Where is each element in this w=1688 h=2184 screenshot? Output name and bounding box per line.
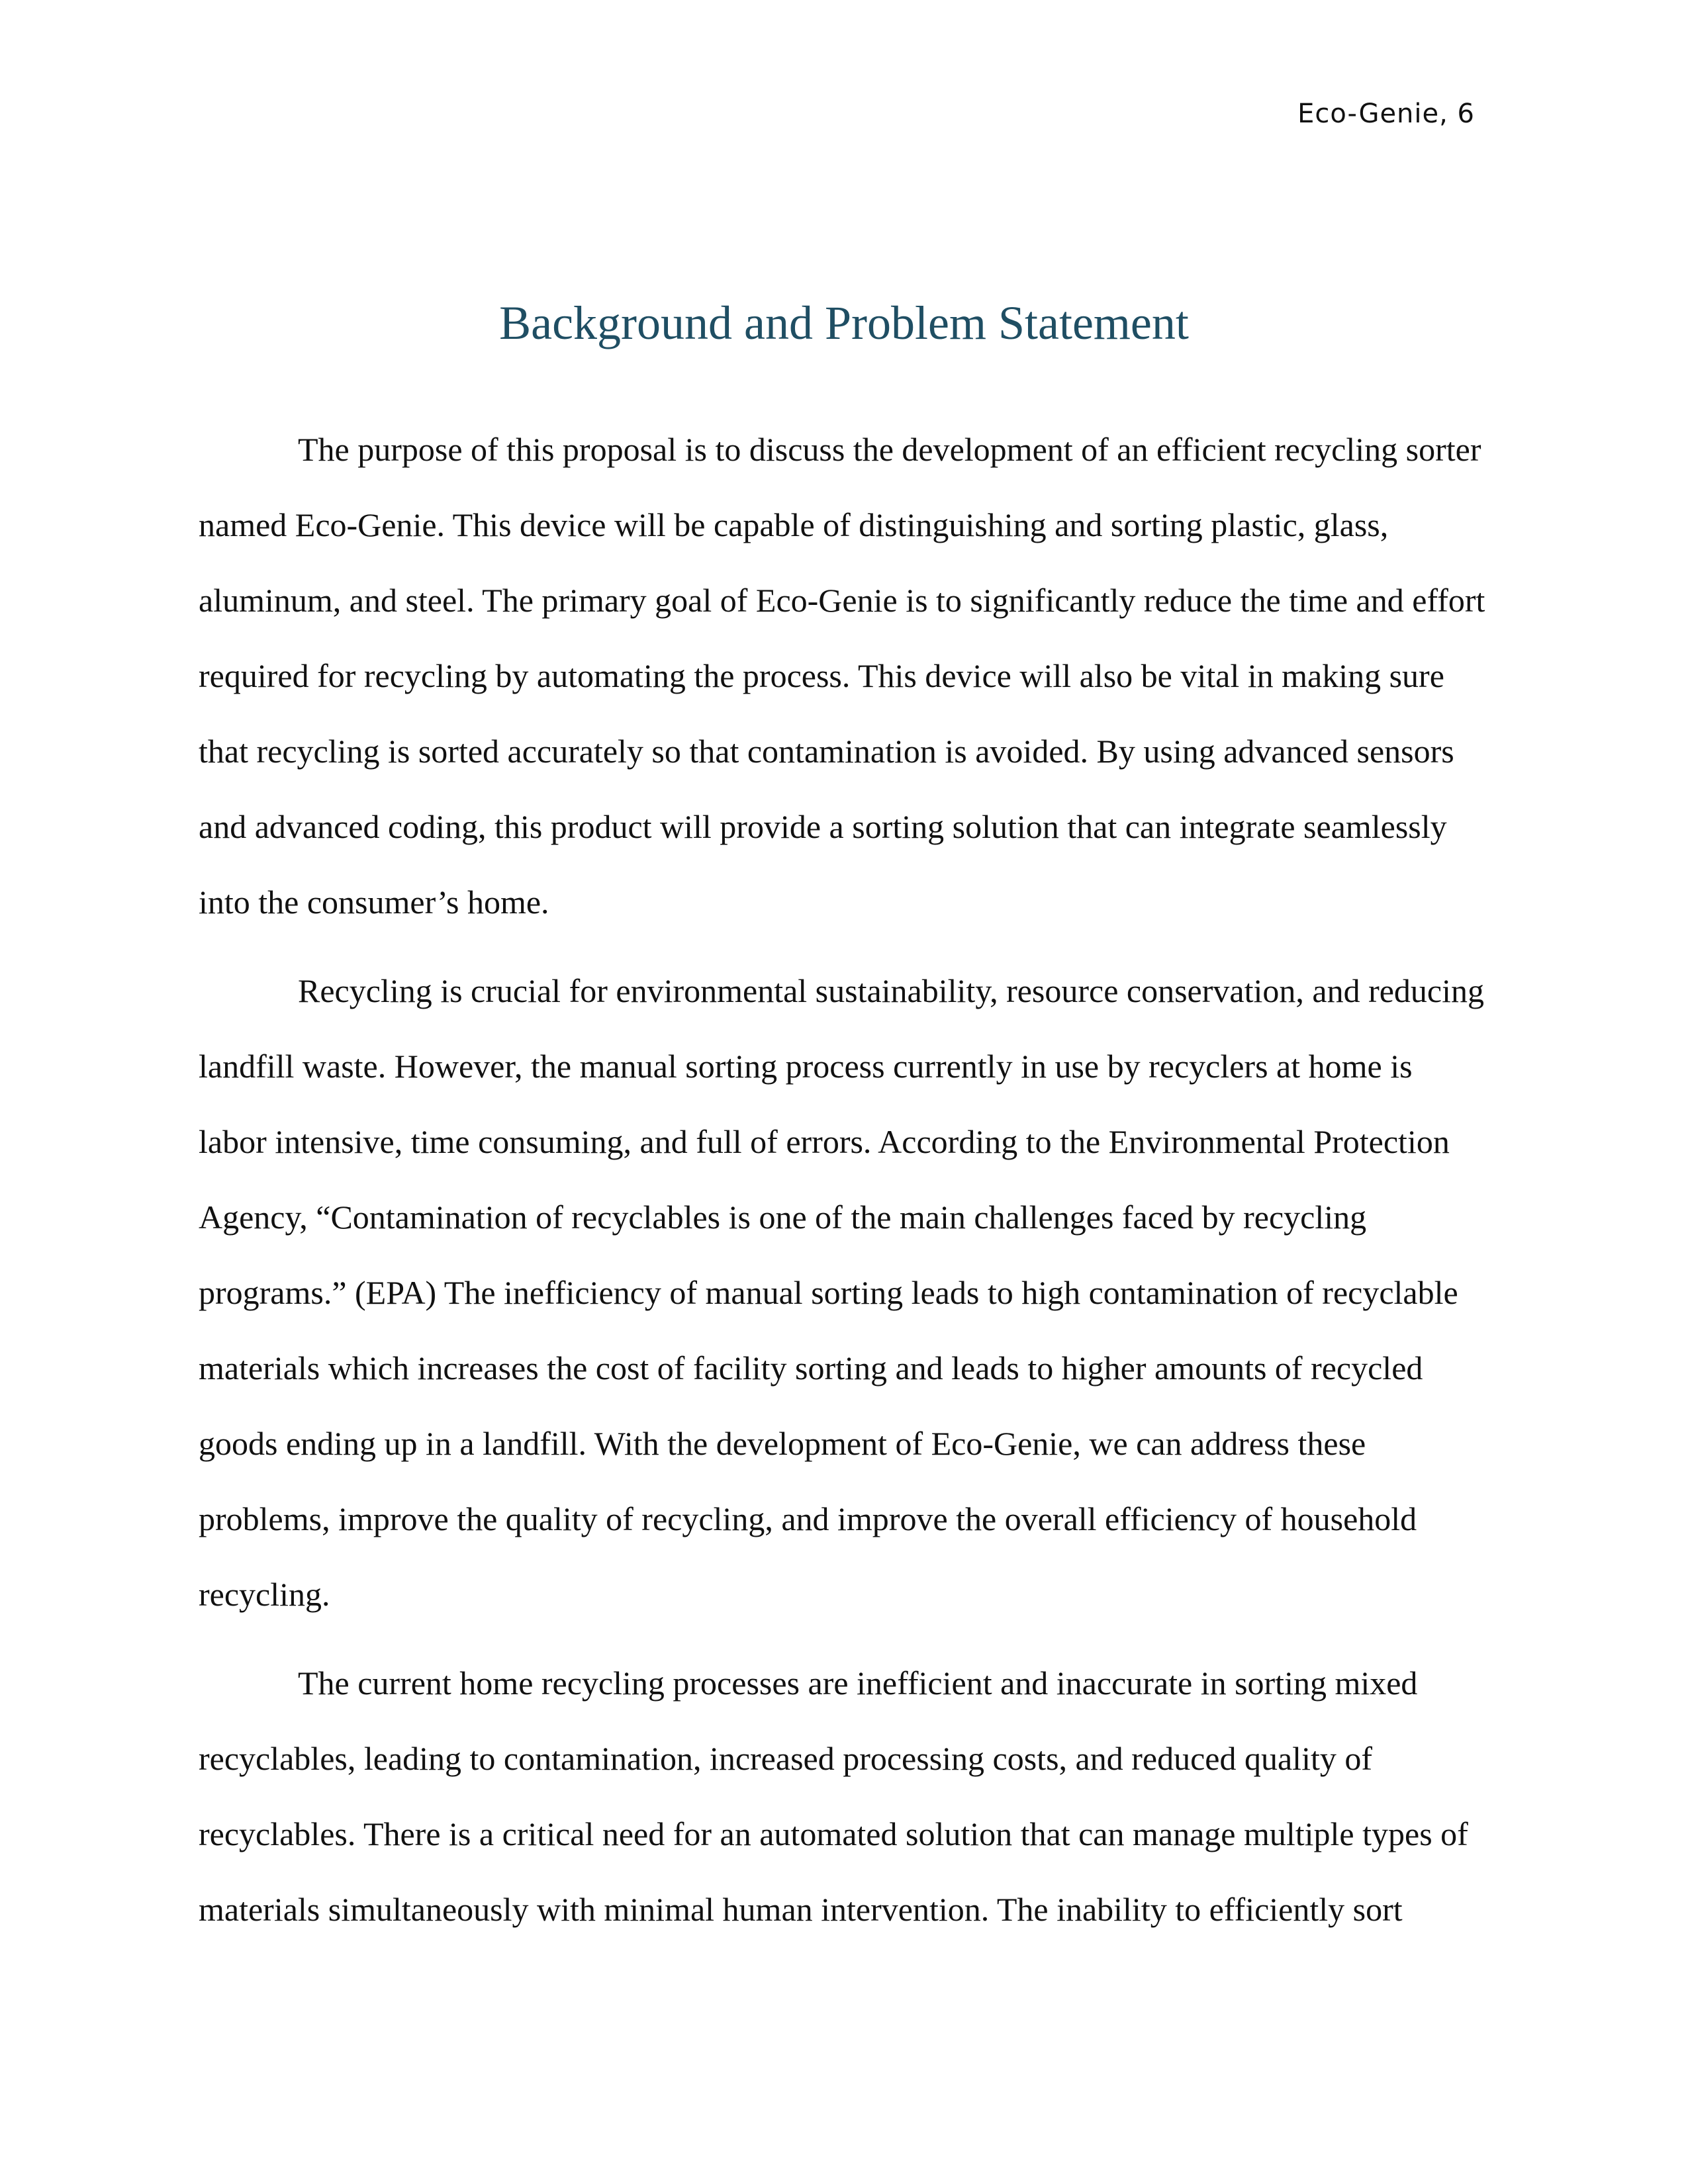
text-line: recyclables, leading to contamination, increased processing costs, and reduced quality of (199, 1740, 1372, 1777)
text-line: Agency, “Contamination of recyclables is one of the main challenges faced by recycling (199, 1199, 1367, 1236)
text-line: The purpose of this proposal is to discuss the development of an efficient recycling sorter (298, 431, 1481, 468)
paragraph-recycling-importance (199, 953, 1489, 1632)
text-line: materials simultaneously with minimal human intervention. The inability to efficiently sort (199, 1891, 1403, 1928)
text-line: required for recycling by automating the process. This device will also be vital in making sure (199, 657, 1444, 694)
text-line: Recycling is crucial for environmental sustainability, resource conservation, and reducing (298, 972, 1484, 1009)
text-line: goods ending up in a landfill. With the development of Eco-Genie, we can address these (199, 1425, 1366, 1462)
text-line: The current home recycling processes are inefficient and inaccurate in sorting mixed (298, 1664, 1418, 1702)
text-line: problems, improve the quality of recycling, and improve the overall efficiency of household (199, 1500, 1417, 1537)
text-line: that recycling is sorted accurately so that contamination is avoided. By using advanced sensors (199, 733, 1454, 770)
section-title: Background and Problem Statement (499, 296, 1189, 349)
paragraph-problem-statement (199, 1645, 1489, 1947)
text-line: into the consumer’s home. (199, 884, 549, 921)
text-line: recycling. (199, 1576, 330, 1613)
running-head: Eco-Genie, 6 (1297, 99, 1475, 129)
text-line: named Eco-Genie. This device will be capable of distinguishing and sorting plastic, glass, (199, 506, 1389, 543)
text-line: labor intensive, time consuming, and full of errors. According to the Environmental Protection (199, 1123, 1450, 1160)
paragraph-purpose (199, 412, 1489, 940)
body-text (199, 412, 1489, 1960)
text-line: programs.” (EPA) The inefficiency of manual sorting leads to high contamination of recyclable (199, 1274, 1458, 1311)
text-line: materials which increases the cost of facility sorting and leads to higher amounts of recycled (199, 1349, 1423, 1387)
text-line: aluminum, and steel. The primary goal of Eco-Genie is to significantly reduce the time and effort (199, 582, 1485, 619)
text-line: and advanced coding, this product will provide a sorting solution that can integrate seamlessly (199, 808, 1447, 845)
text-line: landfill waste. However, the manual sorting process currently in use by recyclers at home is (199, 1048, 1413, 1085)
text-line: recyclables. There is a critical need for an automated solution that can manage multiple types of (199, 1815, 1468, 1852)
